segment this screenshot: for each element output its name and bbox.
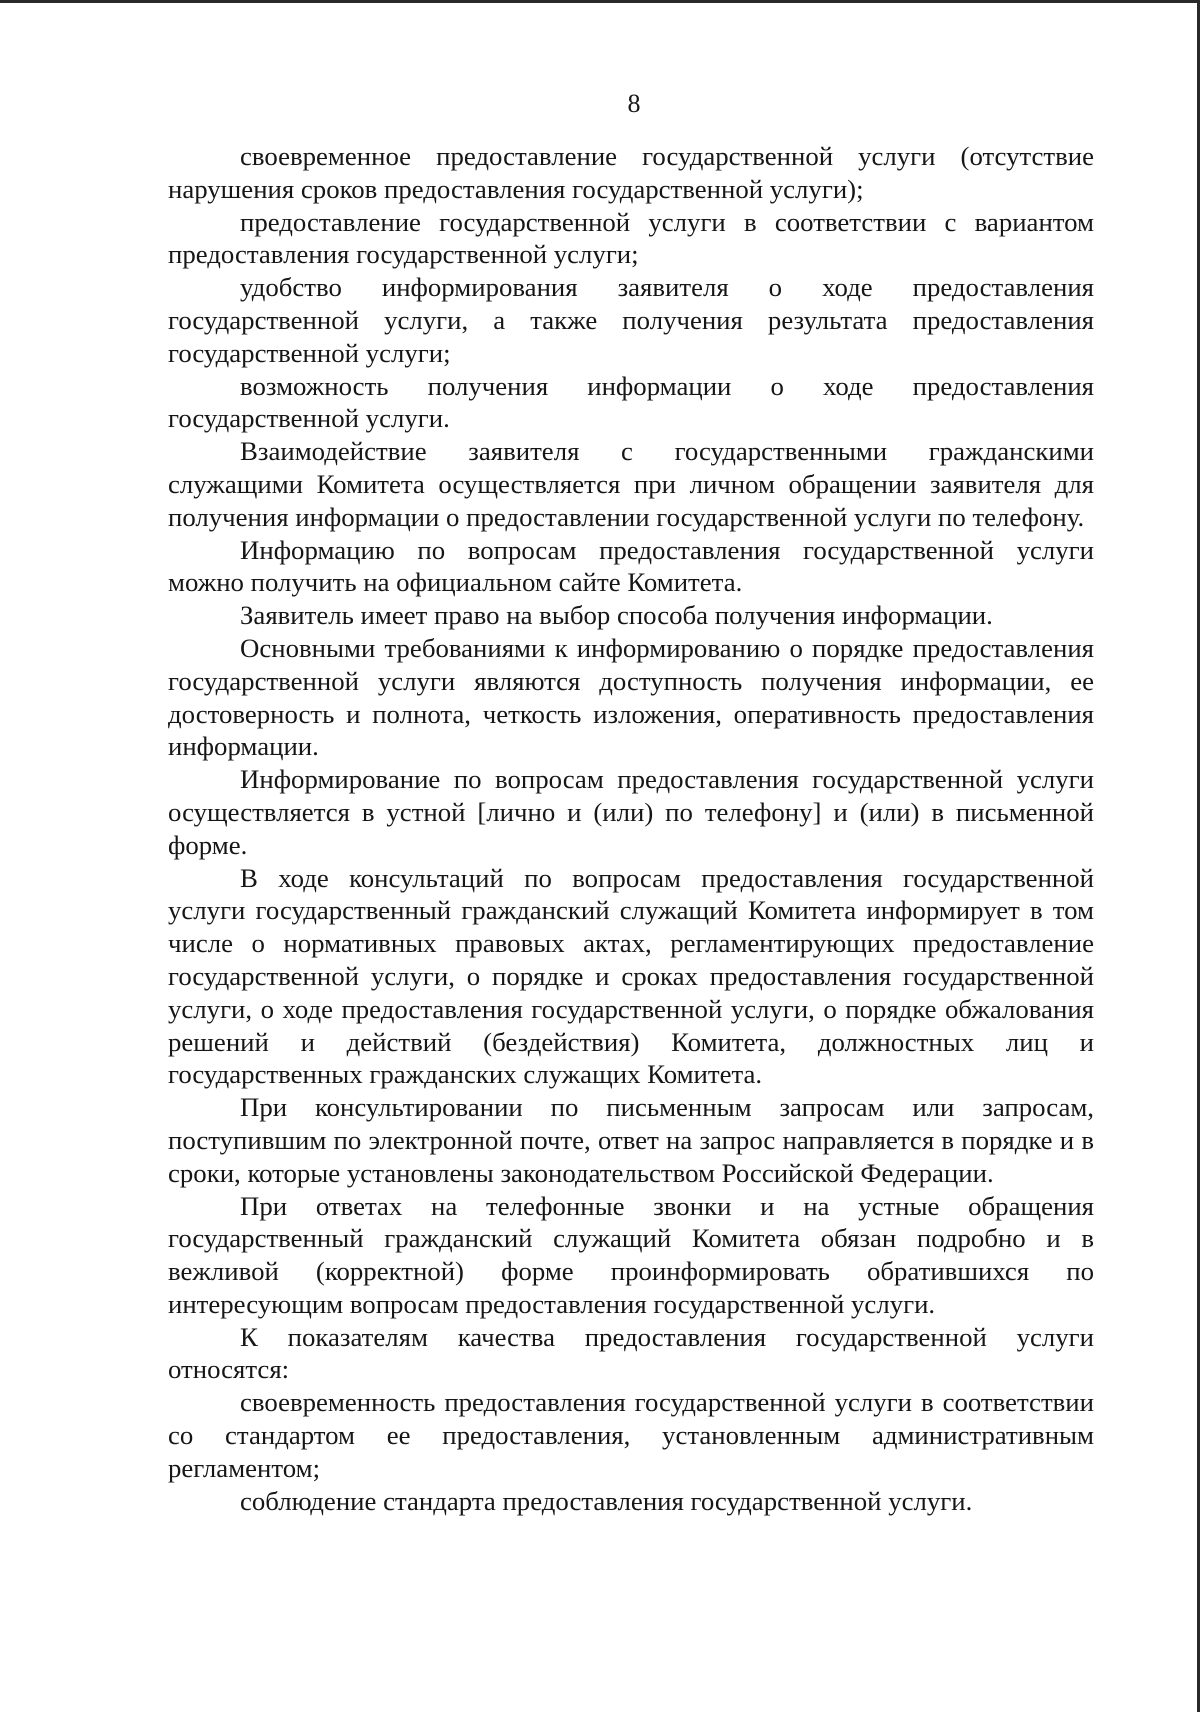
paragraph: К показателям качества предоставления государственной услуги относятся: <box>168 1321 1094 1385</box>
paragraph: предоставление государственной услуги в соответствии с вариантом предоставления государственной услуги; <box>168 206 1094 270</box>
paragraph: своевременность предоставления государственной услуги в соответствии со стандартом ее предоставления, установленным административным регламентом; <box>168 1387 1094 1483</box>
paragraph: Информирование по вопросам предоставления государственной услуги осуществляется в устной [лично и (или) по телефону] и (или) в письменной форме. <box>168 764 1094 860</box>
paragraph: При консультировании по письменным запросам или запросам, поступившим по электронной почте, ответ на запрос направляется в порядке и в сроки, которые установлены законодательством Российской Федерации. <box>168 1092 1094 1188</box>
paragraph: Информацию по вопросам предоставления государственной услуги можно получить на официальном сайте Комитета. <box>168 534 1094 598</box>
page-number: 8 <box>627 89 641 118</box>
paragraph: своевременное предоставление государственной услуги (отсутствие нарушения сроков предоставления государственной услуги); <box>168 141 1094 204</box>
body-text <box>168 140 1094 1517</box>
paragraph: Основными требованиями к информированию о порядке предоставления государственной услуги являются доступность получения информации, ее достоверность и полнота, четкость изложения, оперативность предоставления информации. <box>168 632 1094 762</box>
paragraph: удобство информирования заявителя о ходе предоставления государственной услуги, а также получения результата предоставления государственной услуги; <box>168 272 1094 368</box>
paragraph: Заявитель имеет право на выбор способа получения информации. <box>240 600 993 631</box>
paragraph: В ходе консультаций по вопросам предоставления государственной услуги государственный гражданский служащий Комитета информирует в том числе о нормативных правовых актах, регламентирующих предоставление государственной услуги, о порядке и сроках предоставления государственной услуги, о ходе предоставления государственной услуги, о порядке обжалования решений и действий (бездействия) Комитета, должностных лиц и государственных гражданских служащих Комитета. <box>168 862 1094 1090</box>
scan-edge-top <box>0 0 1200 3</box>
paragraph: соблюдение стандарта предоставления государственной услуги. <box>240 1485 973 1516</box>
paragraph: Взаимодействие заявителя с государственными гражданскими служащими Комитета осуществляется при личном обращении заявителя для получения информации о предоставлении государственной услуги по телефону. <box>168 436 1094 532</box>
paragraph: При ответах на телефонные звонки и на устные обращения государственный гражданский служащий Комитета обязан подробно и в вежливой (корректной) форме проинформировать обратившихся по интересующим вопросам предоставления государственной услуги. <box>168 1190 1094 1319</box>
paragraph: возможность получения информации о ходе предоставления государственной услуги. <box>168 370 1094 434</box>
